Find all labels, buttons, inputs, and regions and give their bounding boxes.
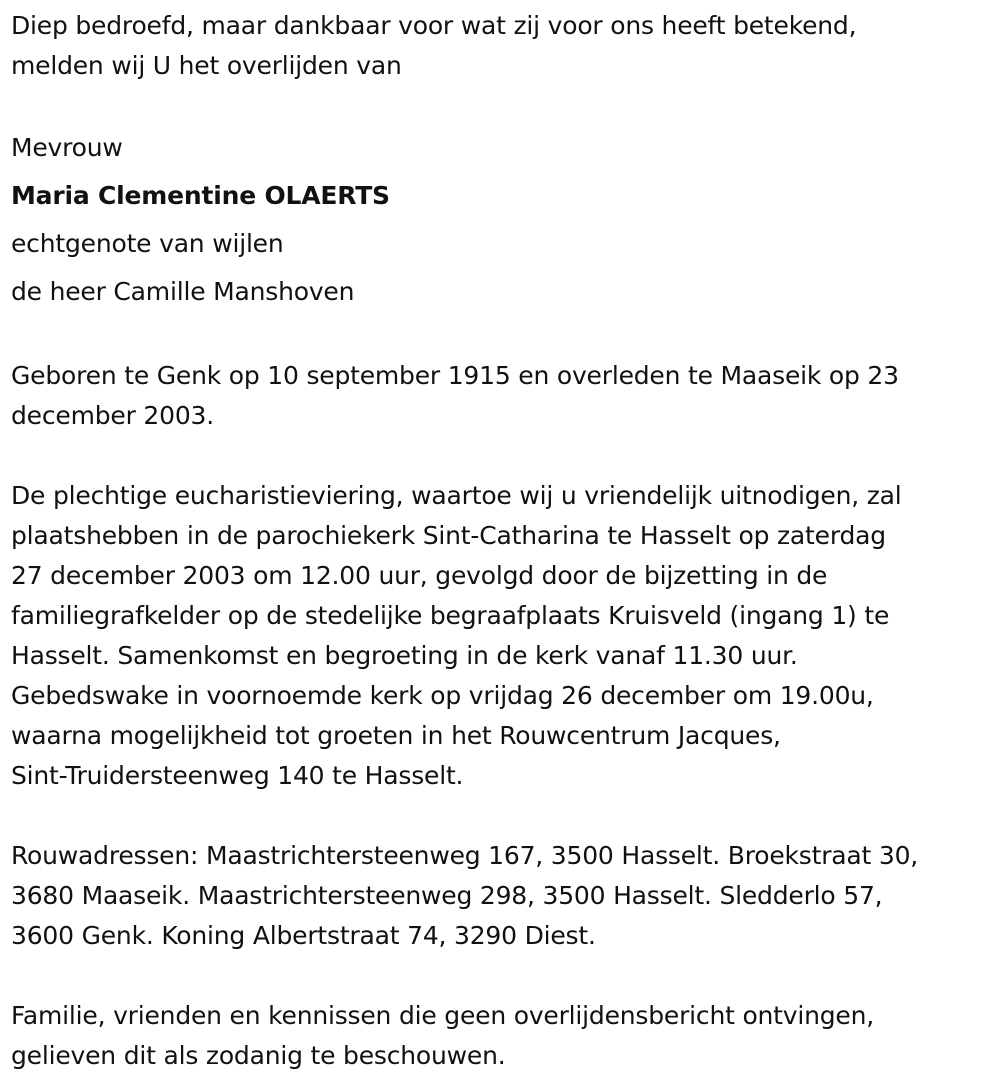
address-line: 3680 Maaseik. Maastrichtersteenweg 298, 3500 Hasselt. Sledderlo 57,: [11, 881, 883, 910]
address-line: 3600 Genk. Koning Albertstraat 74, 3290 Diest.: [11, 921, 596, 950]
closing-line: gelieven dit als zodanig te beschouwen.: [11, 1041, 506, 1070]
salutation: Mevrouw: [11, 133, 123, 162]
ceremony-line: De plechtige eucharistieviering, waartoe wij u vriendelijk uitnodigen, zal: [11, 481, 902, 510]
paragraph-spacer: [11, 316, 991, 356]
deceased-name: Maria Clementine OLAERTS: [11, 181, 390, 210]
relation-text: echtgenote van wijlen: [11, 229, 284, 258]
ceremony-line: Sint-Truidersteenweg 140 te Hasselt.: [11, 761, 464, 790]
ceremony-line: plaatshebben in de parochiekerk Sint-Catharina te Hasselt op zaterdag: [11, 521, 886, 550]
paragraph-spacer: [11, 796, 991, 836]
birth-death-paragraph: [11, 356, 991, 436]
closing-paragraph: [11, 996, 991, 1076]
birth-death-line: december 2003.: [11, 401, 214, 430]
ceremony-line: familiegrafkelder op de stedelijke begraafplaats Kruisveld (ingang 1) te: [11, 601, 890, 630]
paragraph-spacer: [11, 86, 991, 126]
ceremony-line: Gebedswake in voornoemde kerk op vrijdag 26 december om 19.00u,: [11, 681, 874, 710]
paragraph-spacer: [11, 956, 991, 996]
ceremony-paragraph: [11, 476, 991, 796]
paragraph-spacer: [11, 436, 991, 476]
ceremony-line: Hasselt. Samenkomst en begroeting in de kerk vanaf 11.30 uur.: [11, 641, 798, 670]
obituary-document: [11, 6, 991, 1076]
deceased-block: [11, 124, 991, 316]
intro-paragraph: [11, 6, 991, 86]
intro-line: Diep bedroefd, maar dankbaar voor wat zij voor ons heeft betekend,: [11, 11, 857, 40]
ceremony-line: waarna mogelijkheid tot groeten in het Rouwcentrum Jacques,: [11, 721, 781, 750]
addresses-paragraph: [11, 836, 991, 956]
intro-line: melden wij U het overlijden van: [11, 51, 402, 80]
closing-line: Familie, vrienden en kennissen die geen overlijdensbericht ontvingen,: [11, 1001, 875, 1030]
birth-death-line: Geboren te Genk op 10 september 1915 en overleden te Maaseik op 23: [11, 361, 899, 390]
address-line: Rouwadressen: Maastrichtersteenweg 167, 3500 Hasselt. Broekstraat 30,: [11, 841, 919, 870]
spouse-name: de heer Camille Manshoven: [11, 277, 355, 306]
ceremony-line: 27 december 2003 om 12.00 uur, gevolgd door de bijzetting in de: [11, 561, 828, 590]
